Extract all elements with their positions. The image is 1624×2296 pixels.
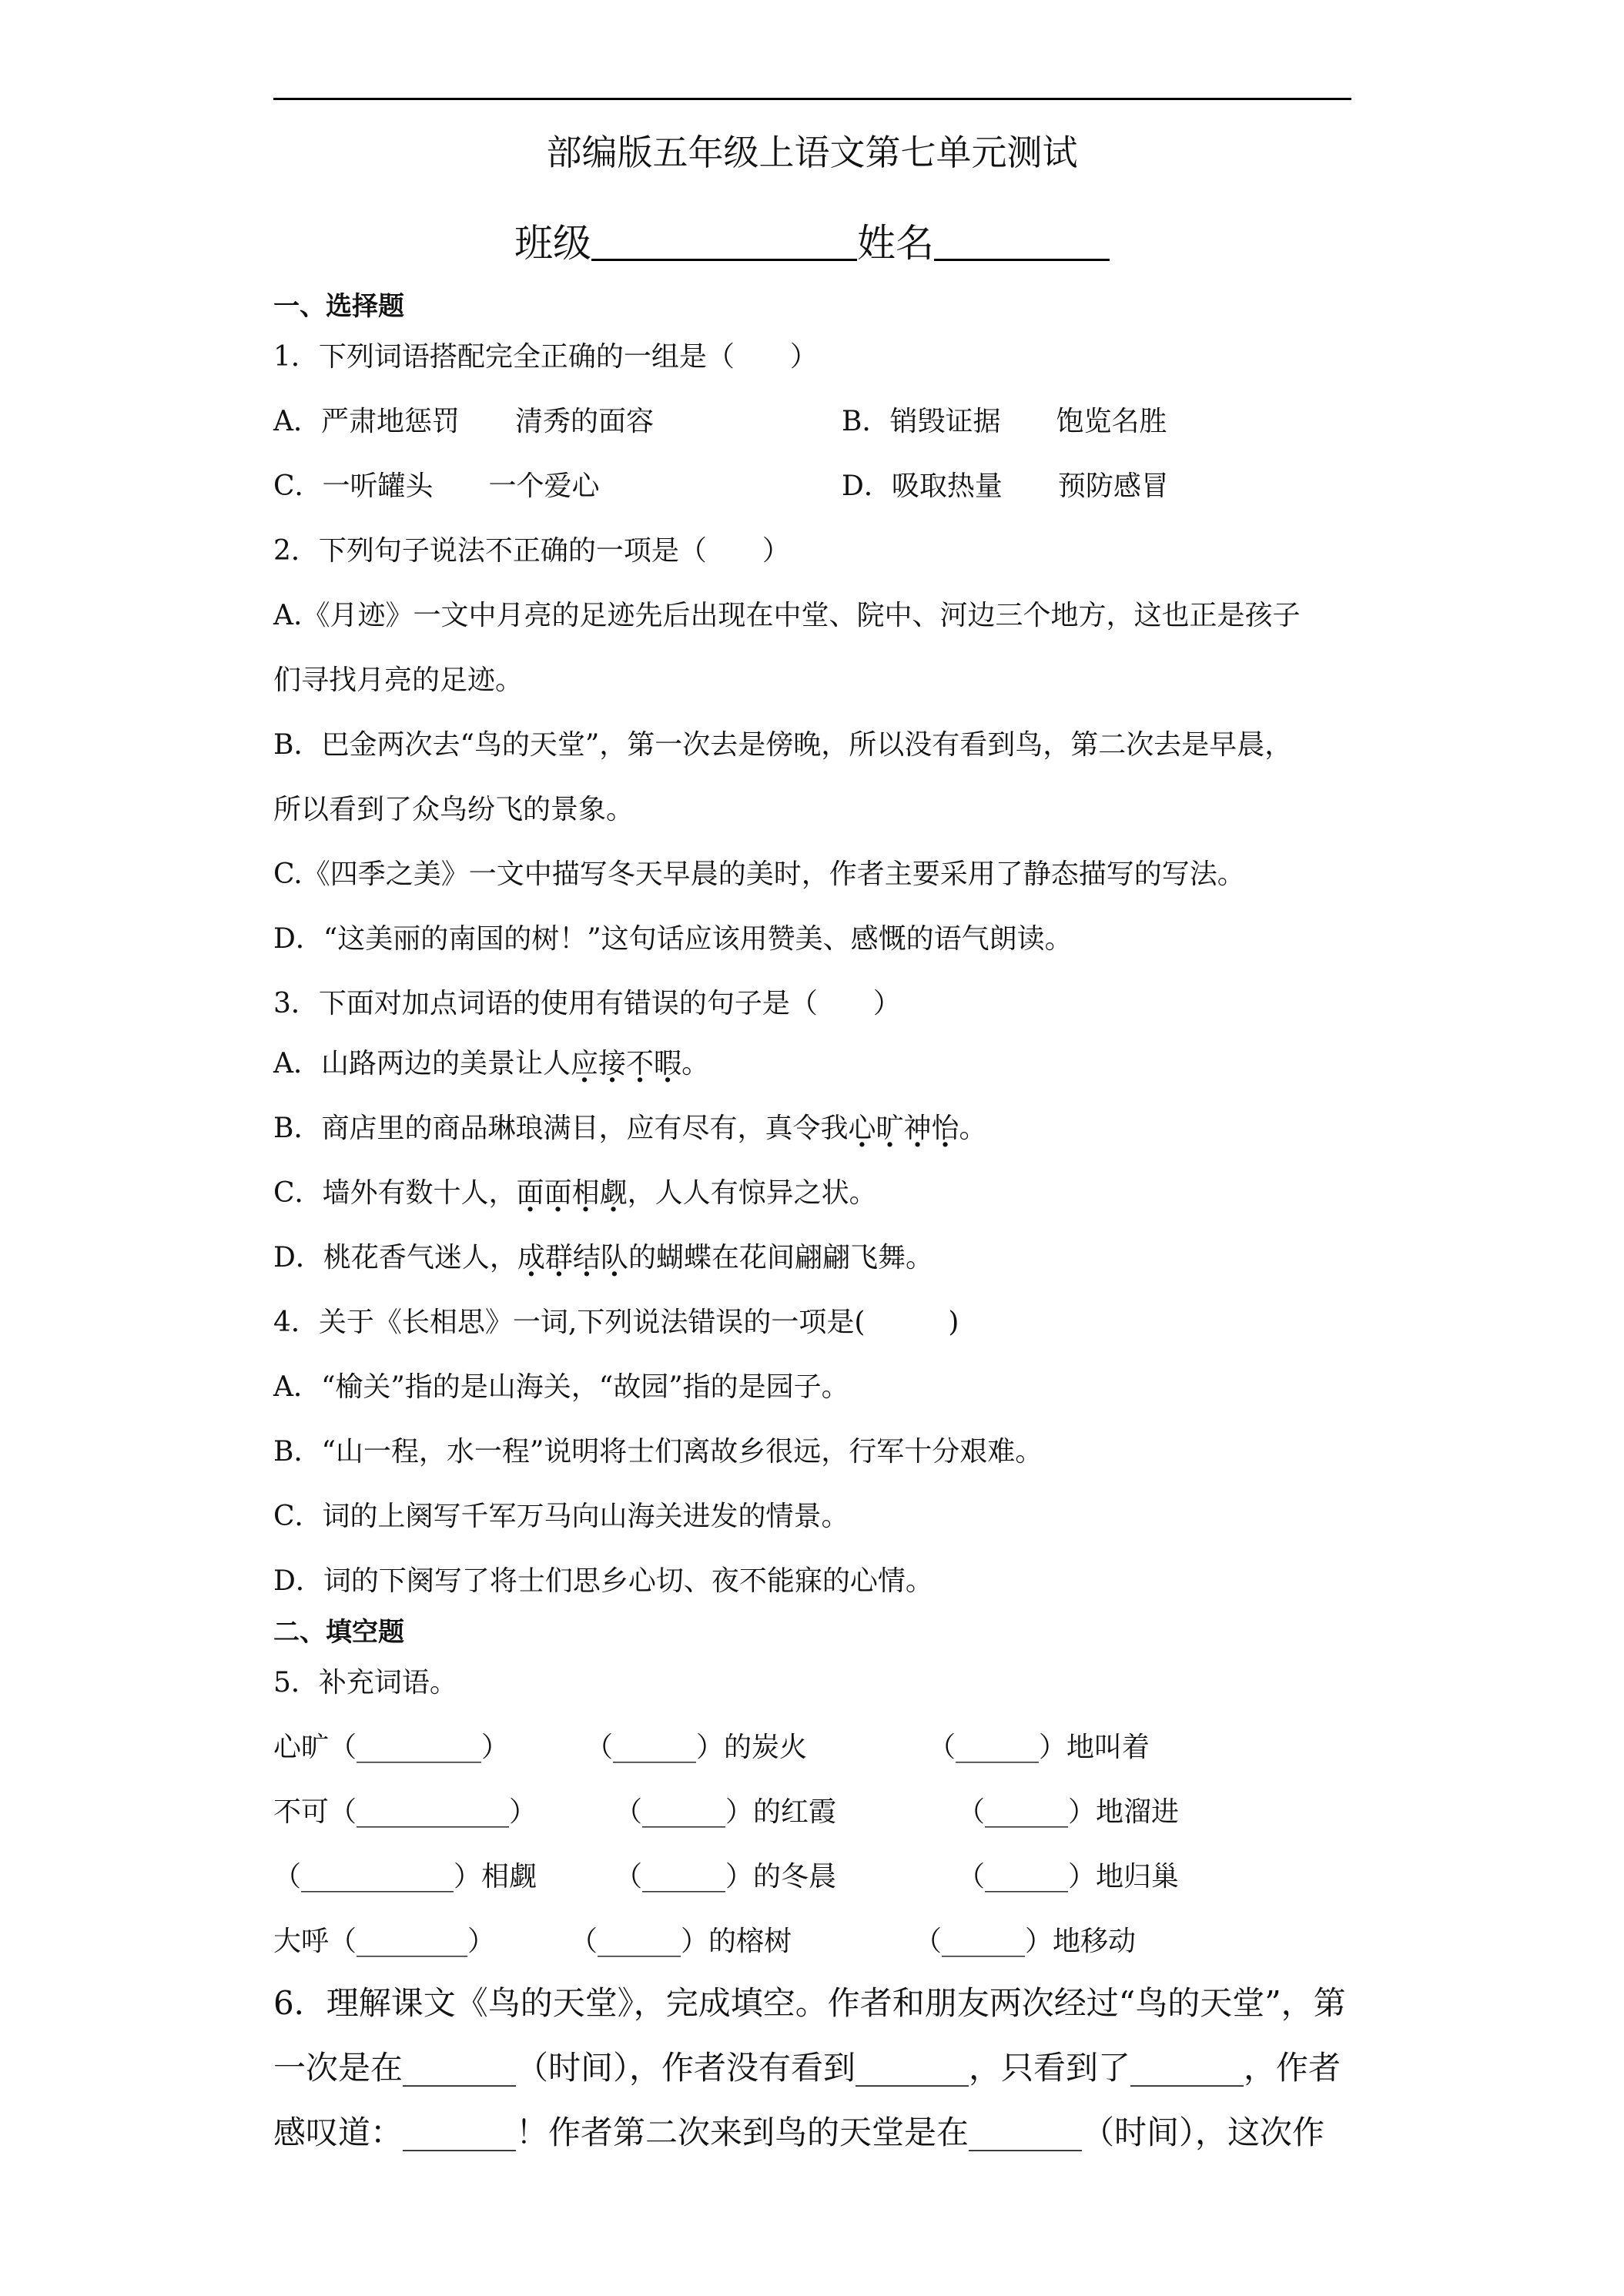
q5-blank[interactable]: （______）的红霞 xyxy=(614,1796,837,1828)
section-heading-choice: 一、选择题 xyxy=(273,291,404,322)
q5-blank[interactable]: （______）地溜进 xyxy=(957,1796,1180,1828)
q2-stem: 2．下列句子说法不正确的一项是（ ） xyxy=(273,535,790,567)
dotted-char: 旷 xyxy=(876,1113,904,1144)
q6-line[interactable]: 一次是在_______（时间），作者没有看到_______，只看到了_______，作者 xyxy=(273,2049,1341,2087)
dotted-char: 不 xyxy=(626,1048,655,1079)
q5-stem: 5．补充词语。 xyxy=(273,1667,457,1699)
q1-stem: 1．下列词语搭配完全正确的一组是（ ） xyxy=(273,341,818,373)
q2-option-c[interactable]: C.《四季之美》一文中描写冬天早晨的美时，作者主要采用了静态描写的写法。 xyxy=(273,858,1245,890)
dotted-char: 相 xyxy=(571,1177,600,1209)
q5-blank[interactable]: （______）地移动 xyxy=(914,1926,1137,1957)
name-blank[interactable] xyxy=(934,220,1110,261)
q1-option-b[interactable]: B．销毁证据 饱览名胜 xyxy=(842,406,1167,437)
q3-c-suffix: ，人人有惊异之状。 xyxy=(627,1177,877,1209)
q5-blank[interactable]: （______）的榕树 xyxy=(570,1926,792,1957)
dotted-char: 接 xyxy=(598,1048,627,1079)
q3-option-a[interactable] xyxy=(273,1047,709,1081)
q2-option-d[interactable]: D．“这美丽的南国的树！”这句话应该用赞美、感慨的语气朗读。 xyxy=(273,923,1073,955)
q6-line: 6．理解课文《鸟的天堂》，完成填空。作者和朋友两次经过“鸟的天堂”，第 xyxy=(273,1984,1346,2022)
page-title: 部编版五年级上语文第七单元测试 xyxy=(546,132,1078,173)
dotted-char: 成 xyxy=(517,1242,545,1274)
class-name-line xyxy=(0,213,1624,268)
class-label: 班级 xyxy=(514,221,591,266)
q2-option-b-cont[interactable]: 所以看到了众鸟纷飞的景象。 xyxy=(273,794,635,825)
q1-option-a[interactable]: A．严肃地惩罚 清秀的面容 xyxy=(273,406,654,437)
q5-blank[interactable]: 心旷（_________） xyxy=(273,1732,510,1763)
q3-d-prefix: D．桃花香气迷人， xyxy=(273,1242,517,1274)
q5-blank[interactable]: （______）的炭火 xyxy=(585,1732,808,1763)
dotted-char: 面 xyxy=(516,1177,544,1209)
q2-option-a[interactable]: A.《月迹》一文中月亮的足迹先后出现在中堂、院中、河边三个地方，这也正是孩子 xyxy=(273,600,1301,631)
dotted-char: 神 xyxy=(903,1113,932,1144)
q3-option-d[interactable] xyxy=(273,1241,933,1275)
q5-blank[interactable]: （___________）相觑 xyxy=(273,1861,537,1893)
dotted-char: 觑 xyxy=(599,1177,628,1209)
q4-option-a[interactable]: A．“榆关”指的是山海关，“故园”指的是园子。 xyxy=(273,1371,849,1403)
q5-blank[interactable]: （______）地归巢 xyxy=(957,1861,1180,1893)
q6-line[interactable]: 感叹道：_______！作者第二次来到鸟的天堂是在_______（时间），这次作 xyxy=(273,2114,1325,2151)
section-heading-fill: 二、填空题 xyxy=(273,1617,404,1648)
q4-option-c[interactable]: C．词的上阕写千军万马向山海关进发的情景。 xyxy=(273,1501,849,1532)
dotted-char: 面 xyxy=(544,1177,572,1209)
q1-option-c[interactable]: C．一听罐头 一个爱心 xyxy=(273,470,600,502)
dotted-char: 暇 xyxy=(654,1048,682,1079)
q3-option-b[interactable] xyxy=(273,1112,987,1146)
name-label: 姓名 xyxy=(857,221,934,266)
q3-stem: 3．下面对加点词语的使用有错误的句子是（ ） xyxy=(273,988,901,1019)
q3-a-suffix: 。 xyxy=(681,1048,710,1079)
dotted-char: 群 xyxy=(544,1242,573,1274)
q3-option-c[interactable] xyxy=(273,1176,877,1210)
q5-blank[interactable]: 不可（___________） xyxy=(273,1796,537,1828)
q5-blank[interactable]: （______）地叫着 xyxy=(928,1732,1150,1763)
q3-c-prefix: C．墙外有数十人， xyxy=(273,1177,517,1209)
q2-option-a-cont[interactable]: 们寻找月亮的足迹。 xyxy=(273,664,524,696)
dotted-char: 应 xyxy=(571,1048,599,1079)
class-blank[interactable] xyxy=(591,220,857,261)
dotted-char: 结 xyxy=(572,1242,601,1274)
q4-option-d[interactable]: D．词的下阕写了将士们思乡心切、夜不能寐的心情。 xyxy=(273,1565,933,1597)
q3-d-suffix: 的蝴蝶在花间翩翩飞舞。 xyxy=(628,1242,933,1274)
q4-stem: 4．关于《长相思》一词,下列说法错误的一项是( ) xyxy=(273,1307,959,1338)
dotted-char: 怡 xyxy=(931,1113,959,1144)
dotted-char: 队 xyxy=(600,1242,628,1274)
q5-blank[interactable]: 大呼（________） xyxy=(273,1926,496,1957)
q2-option-b[interactable]: B．巴金两次去“鸟的天堂”，第一次去是傍晚，所以没有看到鸟，第二次去是早晨， xyxy=(273,729,1293,761)
q3-b-prefix: B．商店里的商品琳琅满目，应有尽有，真令我 xyxy=(273,1113,849,1144)
q3-a-prefix: A．山路两边的美景让人 xyxy=(273,1048,571,1079)
q4-option-b[interactable]: B．“山一程，水一程”说明将士们离故乡很远，行军十分艰难。 xyxy=(273,1436,1043,1468)
dotted-char: 心 xyxy=(848,1113,876,1144)
q3-b-suffix: 。 xyxy=(959,1113,987,1144)
q1-option-d[interactable]: D．吸取热量 预防感冒 xyxy=(842,470,1169,502)
top-rule xyxy=(273,98,1351,100)
q5-blank[interactable]: （______）的冬晨 xyxy=(614,1861,837,1893)
